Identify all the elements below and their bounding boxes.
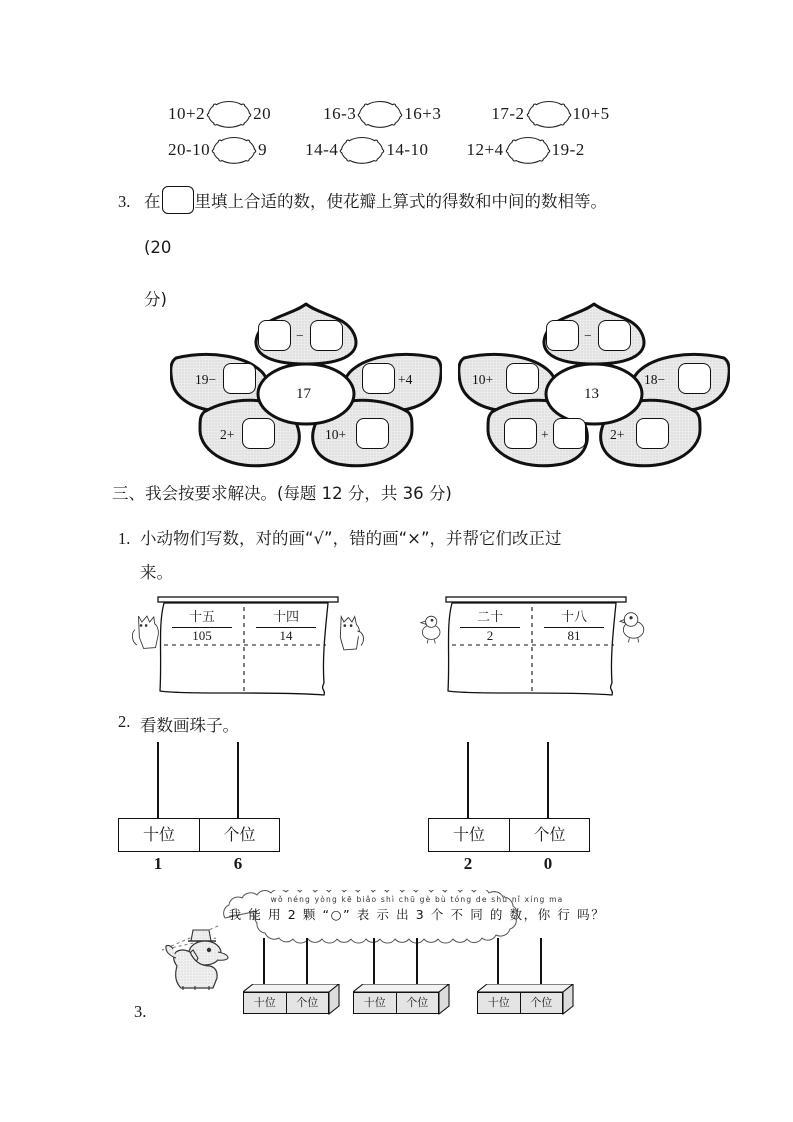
flower-13-bottom-right-label: 2+ [610,427,625,442]
compare-item [491,100,609,128]
board-birds-cell-2-number: 81 [567,627,581,643]
flower-13-top-operator: − [584,328,592,343]
abacus-20-digit-ones: 0 [543,854,553,873]
question2-figures [0,742,793,880]
abacus-blank-3-rod-ones [540,938,542,984]
question1-figures [0,595,793,707]
dog-with-hat-icon [163,928,233,988]
flower-13-top-box-1[interactable] [546,320,579,351]
abacus-blank-3-place-tens: 十位 [487,996,510,1009]
abacus-blank-2-place-tens: 十位 [363,996,386,1009]
compare-left-expression: 10+2 [168,104,206,123]
compare-right-expression: 16+3 [404,104,442,123]
compare-item [168,136,267,164]
flower-13-bottom-left-box-1[interactable] [504,418,537,449]
question3-top-prompt [118,186,728,315]
board-birds-cell-2-hanzi: 十八 [544,611,604,628]
answer-circle[interactable] [339,136,385,164]
question-number: 1. [118,529,131,548]
flower-13 [458,300,730,475]
compare-exercise [0,96,793,168]
abacus-16-rod-ones [237,742,239,818]
abacus-16 [118,742,280,880]
flower-17-bottom-right-label: 10+ [325,427,347,442]
question1-line2: 来。 [140,563,173,582]
abacus-20 [428,742,590,880]
board-birds-cell-1-hanzi: 二十 [460,611,520,628]
flower-17-top-operator: − [296,328,304,343]
flower-13-right-label: 18− [644,372,666,387]
prompt-text-after-box: 里填上合适的数，使花瓣上算式的得数和中间的数相等。 [194,192,607,211]
flower-17-bottom-left-box[interactable] [242,418,275,449]
compare-left-expression: 17-2 [491,104,525,123]
abacus-blank-1-place-ones: 个位 [286,993,329,1013]
question-number: 3. [118,192,131,211]
prompt-text-before-box: 在 [144,192,161,211]
flower-13-bottom-right-box[interactable] [636,418,669,449]
compare-left-expression: 12+4 [466,140,504,159]
question1-line1: 小动物们写数，对的画“√”，错的画“×”，并帮它们改正过 [140,529,562,548]
flower-17-bottom-right-box[interactable] [356,418,389,449]
flower-13-center-number: 13 [584,386,599,402]
question3-bottom [0,890,793,1050]
abacus-16-digit-ones: 6 [233,854,243,873]
speech-bubble-text [227,895,607,923]
abacus-blank-3 [477,938,567,1016]
flower-17-top-box-1[interactable] [258,320,291,351]
question-number: 3. [134,1002,147,1021]
answer-circle[interactable] [505,136,551,164]
flower-17-right-label: +4 [398,372,413,387]
flower-17 [170,300,442,475]
answer-circle[interactable] [206,100,252,128]
abacus-16-place-tens: 十位 [142,825,175,844]
board-birds [418,595,668,707]
abacus-blank-1-place-tens: 十位 [253,996,276,1009]
flower-diagrams [170,300,730,480]
question-number: 2. [118,712,131,731]
abacus-blank-3-place-ones: 个位 [520,993,563,1013]
abacus-blank-2-place-ones: 个位 [396,993,439,1013]
compare-item [467,136,585,164]
flower-17-top-box-2[interactable] [310,320,343,351]
scroll-board-shape [418,595,668,707]
abacus-blank-3-places [477,992,563,1014]
flower-17-right-box[interactable] [362,363,395,394]
section-3-heading: 三、我会按要求解决。(每题 12 分，共 36 分) [112,484,452,503]
question1-prompt [118,522,720,590]
abacus-blank-1-places [243,992,329,1014]
score-line-1: (20 [144,238,172,257]
flower-17-left-box[interactable] [223,363,256,394]
speech-bubble [205,890,625,942]
board-cats-cell-2-hanzi: 十四 [256,611,316,628]
abacus-20-rod-tens [467,742,469,818]
compare-row [0,96,793,132]
answer-circle[interactable] [211,136,257,164]
question2-text: 看数画珠子。 [140,716,239,735]
abacus-blank-1-rod-ones [306,938,308,984]
compare-right-expression: 10+5 [572,104,610,123]
flower-13-left-box[interactable] [506,363,539,394]
scroll-board-shape [128,595,378,707]
flower-17-left-label: 19− [195,372,217,387]
abacus-20-place-tens: 十位 [452,825,485,844]
answer-circle[interactable] [357,100,403,128]
board-cats-cell-1-number: 105 [192,627,212,643]
flower-13-right-box[interactable] [678,363,711,394]
abacus-blank-2-places [353,992,439,1014]
abacus-blank-1-rod-tens [263,938,265,984]
flower-13-top-box-2[interactable] [598,320,631,351]
answer-circle[interactable] [526,100,572,128]
speech-bubble-hanzi: 我 能 用 2 颗 “○” 表 示 出 3 个 不 同 的 数，你 行 吗？ [228,907,606,922]
question2-prompt [118,712,239,736]
compare-left-expression: 14-4 [305,140,339,159]
compare-left-expression: 20-10 [168,140,211,159]
flower-13-left-label: 10+ [472,372,494,387]
flower-13-bottom-left-operator: + [541,427,549,442]
abacus-16-digit-tens: 1 [153,854,163,873]
board-birds-cell-2 [544,611,604,644]
board-cats [128,595,378,707]
abacus-20-digit-tens: 2 [463,854,473,873]
compare-row [0,132,793,168]
compare-item [323,100,441,128]
flower-13-bottom-left-box-2[interactable] [553,418,586,449]
compare-right-expression: 9 [258,140,268,159]
compare-right-expression: 14-10 [386,140,429,159]
board-cats-cell-2 [256,611,316,644]
speech-bubble-pinyin: wǒ néng yòng kē biǎo shì chū gè bù tóng de shù nǐ xíng ma [270,895,564,904]
compare-right-expression: 19-2 [551,140,585,159]
compare-right-expression: 20 [253,104,272,123]
abacus-20-rod-ones [547,742,549,818]
abacus-blank-3-rod-tens [497,938,499,984]
compare-left-expression: 16-3 [323,104,357,123]
board-cats-cell-1-hanzi: 十五 [172,611,232,628]
compare-item [168,100,271,128]
abacus-blank-2-rod-ones [416,938,418,984]
abacus-16-place-ones: 个位 [199,819,279,851]
flower-17-bottom-left-label: 2+ [220,427,235,442]
abacus-20-place-ones: 个位 [509,819,589,851]
board-birds-cell-1 [460,611,520,644]
compare-item [305,136,428,164]
board-cats-cell-2-number: 14 [279,627,293,643]
score-line-2: 分) [144,290,167,309]
board-cats-cell-1 [172,611,232,644]
abacus-20-place-table [428,818,590,852]
abacus-16-place-table [118,818,280,852]
answer-box[interactable] [162,186,194,214]
board-birds-cell-1-number: 2 [486,627,494,643]
abacus-16-rod-tens [157,742,159,818]
flower-17-center-number: 17 [296,386,311,402]
abacus-blank-1 [243,938,333,1016]
abacus-blank-2-rod-tens [373,938,375,984]
abacus-blank-2 [353,938,443,1016]
